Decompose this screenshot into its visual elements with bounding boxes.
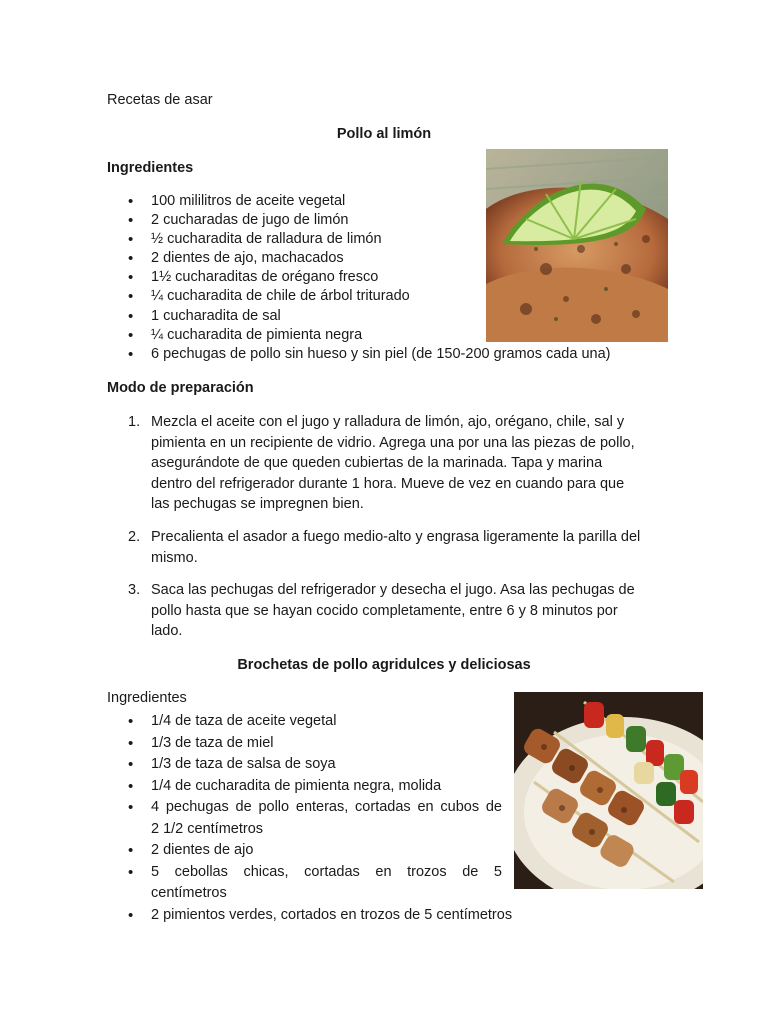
- chicken-skewers-photo: [514, 692, 703, 889]
- step-item: [107, 527, 667, 568]
- document-title: Recetas de asar: [107, 92, 213, 108]
- list-item-line: • 5 cebollas chicas, cortadas en trozos de 5: [151, 863, 502, 880]
- recipe1-title: Pollo al limón: [336, 126, 432, 142]
- list-item: • 1 cucharadita de sal: [107, 307, 610, 326]
- list-item: • 2 pimientos verdes, cortados en trozos de 5 centímetros: [107, 905, 512, 927]
- step-number: 1.: [128, 414, 141, 430]
- step-number: 3.: [128, 582, 141, 599]
- step-line: dentro del refrigerador durante 1 hora. Mueve de vez en cuando para que: [151, 475, 625, 492]
- list-item: [107, 862, 512, 905]
- step-line: asegurándote de que queden cubiertas de la marinada. Tapa y marina: [151, 455, 603, 472]
- step-line: lado.: [151, 623, 183, 640]
- list-item: • 1½ cucharaditas de orégano fresco: [107, 268, 610, 287]
- list-item-line: • 4 pechugas de pollo enteras, cortadas en cubos de: [151, 799, 502, 815]
- step-line: pollo hasta que se hayan cocido completamente, entre 6 y 8 minutos por: [151, 602, 618, 619]
- list-item: • 1/4 de cucharadita de pimienta negra, molida: [107, 776, 512, 798]
- step-line: las pechugas se impregnen bien.: [151, 496, 364, 513]
- list-item: • 1/4 de taza de aceite vegetal: [107, 711, 512, 733]
- step-line: Mezcla el aceite con el jugo y ralladura de limón, ajo, orégano, chile, sal y: [151, 414, 625, 430]
- list-item: • 2 dientes de ajo: [107, 840, 512, 862]
- list-item-line: 2 1/2 centímetros: [151, 820, 264, 837]
- step-number: 2.: [128, 528, 141, 545]
- step-line: pimienta en un recipiente de vidrio. Agrega una por una las piezas de pollo,: [151, 434, 635, 451]
- recipe1-ingredients-heading: Ingredientes: [107, 160, 194, 176]
- step-item: [107, 580, 667, 642]
- recipe2-ingredients-list: [107, 711, 512, 926]
- list-item: • 6 pechugas de pollo sin hueso y sin piel (de 150-200 gramos cada una): [107, 345, 610, 364]
- recipe1-steps-list: [107, 412, 667, 642]
- list-item: • 2 cucharadas de jugo de limón: [107, 211, 610, 230]
- list-item: • ¼ cucharadita de pimienta negra: [107, 326, 610, 345]
- step-line: Precalienta el asador a fuego medio-alto y engrasa ligeramente la parilla del: [151, 528, 641, 545]
- list-item: • ¼ cucharadita de chile de árbol triturado: [107, 287, 610, 306]
- list-item: • ½ cucharadita de ralladura de limón: [107, 230, 610, 249]
- step-line: Saca las pechugas del refrigerador y desecha el jugo. Asa las pechugas de: [151, 582, 635, 599]
- step-item: [107, 412, 667, 515]
- recipe2-ingredients-heading: Ingredientes: [107, 690, 187, 706]
- recipe1-ingredients-list: [107, 192, 610, 364]
- step-line: mismo.: [151, 549, 198, 566]
- list-item: • 100 mililitros de aceite vegetal: [107, 192, 610, 211]
- list-item: [107, 797, 512, 840]
- list-item: • 1/3 de taza de salsa de soya: [107, 754, 512, 776]
- recipe1-method-heading: Modo de preparación: [107, 380, 254, 396]
- recipe2-title: Brochetas de pollo agridulces y deliciosas: [237, 657, 531, 673]
- list-item: • 1/3 de taza de miel: [107, 733, 512, 755]
- list-item: • 2 dientes de ajo, machacados: [107, 249, 610, 268]
- list-item-line: centímetros: [151, 885, 227, 901]
